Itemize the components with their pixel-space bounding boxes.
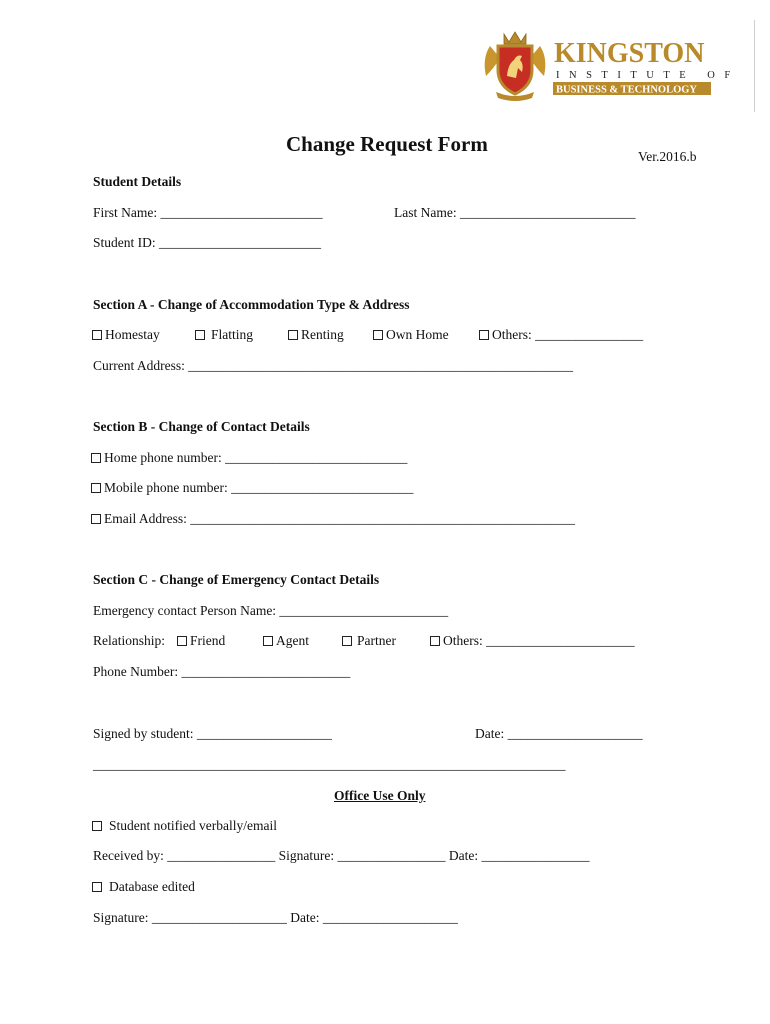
logo-line3: BUSINESS & TECHNOLOGY	[556, 84, 698, 96]
option-own-home-label: Own Home	[386, 327, 449, 342]
logo-graphic	[480, 28, 740, 104]
checkbox-home-phone[interactable]	[91, 453, 101, 463]
page-title: Change Request Form	[286, 132, 488, 156]
section-c-heading: Section C - Change of Emergency Contact Details	[93, 572, 380, 587]
email-field[interactable]: Email Address: _________________________________________________________	[104, 511, 575, 526]
checkbox-renting[interactable]	[288, 330, 298, 340]
emergency-person-name-field[interactable]: Emergency contact Person Name: _________________________	[93, 603, 449, 618]
checkbox-others-accommodation[interactable]	[479, 330, 489, 340]
student-notified-label: Student notified verbally/email	[109, 818, 277, 833]
first-name-field[interactable]: First Name: ________________________	[93, 205, 323, 220]
option-others-accommodation[interactable]	[479, 327, 643, 343]
section-b-heading: Section B - Change of Contact Details	[93, 419, 310, 434]
checkbox-flatting[interactable]	[195, 330, 205, 340]
checkbox-friend[interactable]	[177, 636, 187, 646]
option-partner-label: Partner	[357, 633, 396, 648]
option-others-relationship-label: Others: ______________________	[443, 633, 635, 648]
email-row[interactable]	[91, 511, 575, 527]
checkbox-mobile-phone[interactable]	[91, 483, 101, 493]
relationship-label: Relationship:	[93, 633, 165, 648]
database-edited-row[interactable]	[92, 879, 195, 895]
office-signature-date-field[interactable]: Signature: ____________________ Date: ____________________	[93, 910, 458, 925]
option-friend-label: Friend	[190, 633, 226, 648]
checkbox-database-edited[interactable]	[92, 882, 102, 892]
student-notified-row[interactable]	[92, 818, 277, 834]
option-flatting-label: Flatting	[211, 327, 254, 342]
signed-date-field[interactable]: Date: ____________________	[475, 726, 643, 741]
page-edge-line	[754, 20, 755, 112]
student-details-heading: Student Details	[93, 174, 182, 189]
option-homestay-label: Homestay	[105, 327, 160, 342]
option-others-accommodation-label: Others: ________________	[492, 327, 644, 342]
signed-by-student-field[interactable]: Signed by student: ____________________	[93, 726, 332, 741]
emergency-phone-field[interactable]: Phone Number: _________________________	[93, 664, 351, 679]
option-others-relationship[interactable]	[430, 633, 635, 649]
option-partner[interactable]	[342, 633, 396, 649]
checkbox-others-relationship[interactable]	[430, 636, 440, 646]
received-by-field[interactable]: Received by: ________________ Signature: ________________ Date: ________________	[93, 848, 590, 863]
logo-name: KINGSTON	[554, 38, 705, 69]
option-flatting[interactable]	[195, 327, 253, 343]
mobile-phone-field[interactable]: Mobile phone number: ___________________________	[104, 480, 414, 495]
option-agent[interactable]	[263, 633, 309, 649]
home-phone-field[interactable]: Home phone number: ___________________________	[104, 450, 408, 465]
option-agent-label: Agent	[276, 633, 309, 648]
logo-line2: INSTITUTE OF	[556, 70, 740, 81]
office-use-heading: Office Use Only	[334, 788, 426, 803]
checkbox-own-home[interactable]	[373, 330, 383, 340]
checkbox-homestay[interactable]	[92, 330, 102, 340]
home-phone-row[interactable]	[91, 450, 407, 466]
database-edited-label: Database edited	[109, 879, 195, 894]
checkbox-agent[interactable]	[263, 636, 273, 646]
current-address-field[interactable]: Current Address: _________________________________________________________	[93, 358, 573, 373]
section-a-heading: Section A - Change of Accommodation Type & Address	[93, 297, 410, 312]
option-own-home[interactable]	[373, 327, 449, 343]
version-label: Ver.2016.b	[638, 149, 697, 164]
checkbox-email[interactable]	[91, 514, 101, 524]
mobile-phone-row[interactable]	[91, 480, 413, 496]
last-name-field[interactable]: Last Name: __________________________	[394, 205, 636, 220]
option-renting[interactable]	[288, 327, 344, 343]
logo-crown	[504, 32, 526, 44]
student-id-field[interactable]: Student ID: ________________________	[93, 235, 321, 250]
divider-line: ______________________________________________________________________	[93, 757, 566, 772]
checkbox-student-notified[interactable]	[92, 821, 102, 831]
option-homestay[interactable]	[92, 327, 160, 343]
institute-logo	[480, 28, 740, 104]
option-renting-label: Renting	[301, 327, 344, 342]
checkbox-partner[interactable]	[342, 636, 352, 646]
option-friend[interactable]	[177, 633, 225, 649]
